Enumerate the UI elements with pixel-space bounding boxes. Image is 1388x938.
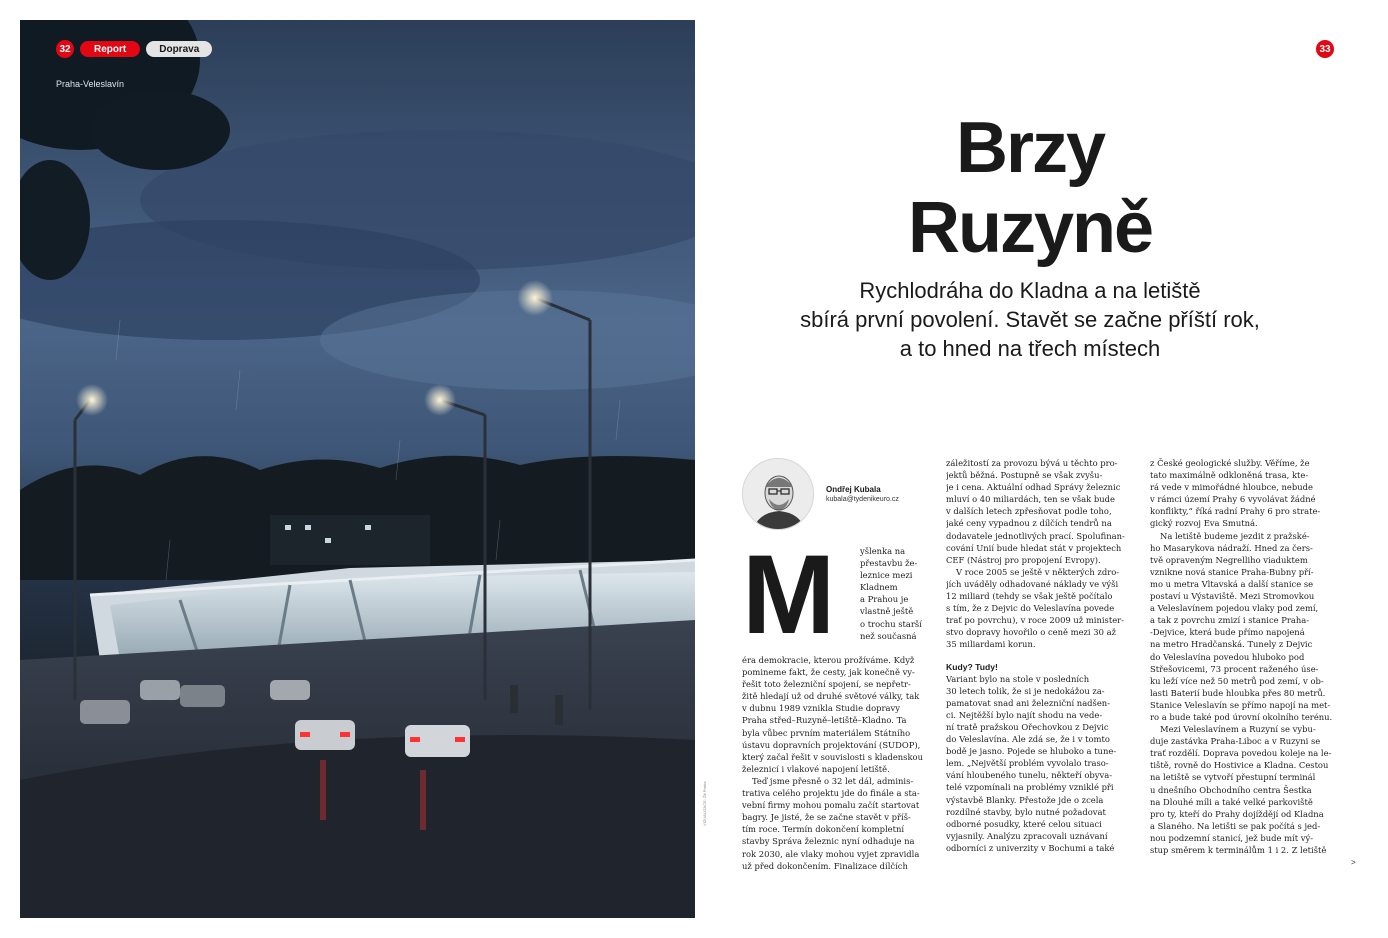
text-line: V roce 2005 se ještě v některých zdro- bbox=[956, 566, 1120, 577]
text-line: bagry. Je jisté, že se začne stavět v příš- bbox=[742, 812, 911, 823]
text-line: odborné posudky, které celou situaci bbox=[946, 818, 1102, 829]
text-line: ústavu dopravních projektování (SUDOP), bbox=[742, 739, 921, 750]
text-line: byla vůbec prvním materiálem Státního bbox=[742, 727, 911, 738]
headline bbox=[860, 108, 1200, 268]
text-line: Praha střed–Ruzyně–letiště–Kladno. Ta bbox=[742, 715, 907, 726]
section-badges bbox=[56, 40, 212, 58]
text-line: v rámci území Prahy 6 vyvolávat žádné bbox=[1150, 494, 1316, 505]
text-line: duje zastávka Praha-Liboc a v Ruzyni se bbox=[1150, 736, 1321, 747]
text-line: železnicí i vlakové napojení letiště. bbox=[742, 763, 890, 774]
text-line: tím roce. Termín dokončení kompletní bbox=[742, 824, 905, 835]
text-line: jích uváděly odhadované náklady ve výši bbox=[946, 578, 1119, 589]
drop-cap: M bbox=[742, 532, 832, 657]
author-portrait-icon bbox=[743, 459, 814, 530]
article-column-1 bbox=[742, 654, 928, 872]
text-line: Kladnem bbox=[860, 582, 898, 593]
text-line: žitě hledají už od druhé světové války, tak bbox=[742, 691, 920, 702]
text-line: Na letiště budeme jezdit z pražské- bbox=[1160, 530, 1310, 541]
text-line: Stanice Veleslavín se přímo napojí na met- bbox=[1150, 699, 1331, 710]
text-line: stvo dopravy hovořilo o ceně mezi 30 až bbox=[946, 627, 1116, 638]
text-line: ku leží více než 50 metrů pod zemí, v ob- bbox=[1150, 675, 1324, 686]
text-line: ní tratě pražskou Ořechovkou z Dejvic bbox=[946, 721, 1109, 732]
station-night-render bbox=[20, 20, 695, 918]
text-line: vyjasnily. Analýzu zpracovali uznávaní bbox=[946, 830, 1108, 841]
text-line: konflikty,“ říká radní Prahy 6 pro strate- bbox=[1150, 506, 1321, 517]
text-line: s tím, že z Dejvic do Veleslavína povede bbox=[946, 603, 1115, 614]
text-line: tato maximálně odkloněná trasa, kte- bbox=[1150, 470, 1309, 481]
hero-photo bbox=[20, 20, 695, 918]
text-line: dodavatele jednotlivých prací. Spolufinan- bbox=[946, 530, 1125, 541]
text-line: trativa celého projektu jde do finále a sta- bbox=[742, 788, 920, 799]
author-name: Ondřej Kubala bbox=[826, 485, 881, 494]
headline-line: Ruzyně bbox=[907, 188, 1153, 268]
text-line: rozdílné stavby, bylo nutné požadovat bbox=[946, 806, 1106, 817]
page-number-right: 33 bbox=[1316, 40, 1334, 58]
continue-arrow-icon[interactable]: > bbox=[1351, 858, 1356, 867]
text-line: 35 miliardami korun. bbox=[946, 639, 1036, 650]
text-line: ho Masarykova nádraží. Hned za čers- bbox=[1150, 542, 1313, 553]
text-line: na Dlouhé míli a také velké parkoviště bbox=[1150, 796, 1313, 807]
subtitle bbox=[760, 276, 1300, 363]
text-line: přestavbu že- bbox=[860, 558, 918, 569]
text-line: tvě opraveným Negrelliho viaduktem bbox=[1150, 554, 1308, 565]
text-line: pro ty, kteří do Prahy dojíždějí od Kladna bbox=[1150, 808, 1324, 819]
text-line: jaké ceny vypadnou z dílčích tendrů na bbox=[946, 518, 1112, 529]
article-column-3 bbox=[1150, 457, 1336, 856]
text-line: o trochu starší bbox=[860, 618, 922, 629]
text-line: v dalších letech zpřesňovat podle toho, bbox=[946, 506, 1112, 517]
text-line: ro a bude také pod úrovní okolního terénu. bbox=[1150, 711, 1333, 722]
text-line: jektů běžná. Postupně se však zvyšu- bbox=[946, 470, 1103, 481]
text-line: CEF (Nástroj pro propojení Evropy). bbox=[946, 554, 1101, 565]
text-line: řešit toto železniční spojení, se nepřetr- bbox=[742, 679, 911, 690]
text-line: záležitostí za provozu bývá u těchto pro- bbox=[946, 458, 1118, 468]
text-line: vání hloubeného tunelu, někteří obyva- bbox=[946, 770, 1113, 781]
text-line: pamatovat snad ani železniční nadšen- bbox=[946, 697, 1111, 708]
text-line: tiště, rovně do Hostivice a Kladna. Cestou bbox=[1150, 760, 1329, 771]
headline-line: Brzy bbox=[955, 108, 1105, 188]
text-line: vlastně ještě bbox=[860, 606, 914, 617]
text-line: éra demokracie, kterou prožíváme. Když bbox=[742, 655, 915, 665]
text-line: -Dejvice, která bude přímo napojená bbox=[1150, 627, 1305, 638]
text-line: než současná bbox=[860, 630, 917, 641]
text-line: v dubnu 1989 vznikla Studie dopravy bbox=[742, 703, 900, 714]
photo-credit: VIZUALIZACE: Žít Praha bbox=[702, 781, 707, 826]
drop-cap-text bbox=[860, 545, 922, 642]
article-column-2 bbox=[946, 457, 1132, 854]
text-line: u dnešního Obchodního centra Šestka bbox=[1150, 784, 1312, 795]
text-line: yšlenka na bbox=[860, 546, 906, 556]
text-line: stavby Správa železnic nyní odhaduje na bbox=[742, 836, 915, 847]
text-line: postaví u Výstaviště. Mezi Stromovkou bbox=[1150, 591, 1315, 602]
subtitle-line: a to hned na třech místech bbox=[899, 336, 1161, 361]
text-line: trať po povrchu), v roce 2009 už minister- bbox=[946, 615, 1125, 626]
text-line: Variant bylo na stole v posledních bbox=[946, 673, 1090, 684]
text-line: na metro Hradčanská. Tunely z Dejvic bbox=[1150, 639, 1313, 650]
text-line: výstavbě Blanky. Přestože jde o zcela bbox=[946, 794, 1104, 805]
location-caption: Praha-Veleslavín bbox=[56, 79, 125, 89]
text-line: je i cena. Aktuální odhad Správy železnic bbox=[946, 482, 1121, 493]
text-line: cování Unií bude hledat stát v projektech bbox=[946, 542, 1122, 553]
text-line: do Veleslavína povedou hluboko pod bbox=[1150, 651, 1305, 662]
text-line: nou podzemní stanicí, jež bude mít vý- bbox=[1150, 832, 1314, 843]
author-avatar bbox=[742, 458, 814, 530]
subtitle-line: sbírá první povolení. Stavět se začne příští rok, bbox=[800, 307, 1260, 332]
report-badge[interactable]: Report bbox=[80, 41, 140, 57]
text-line: leznice mezi bbox=[860, 570, 913, 581]
author-email-link[interactable]: kubala@tydenikeuro.cz bbox=[826, 496, 899, 503]
text-line: lasti Baterií bude hloubka přes 80 metrů. bbox=[1150, 687, 1326, 698]
text-line: 30 letech tolik, že si je nedokážou za- bbox=[946, 685, 1105, 696]
text-line: stup směrem k terminálům 1 i 2. Z letiště bbox=[1150, 845, 1327, 855]
text-line: gický rozvoj Eva Smutná. bbox=[1150, 518, 1258, 529]
text-line: vznikne nová stanice Praha-Bubny pří- bbox=[1150, 566, 1314, 577]
text-line: trať rozdělí. Doprava povedou koleje na le- bbox=[1150, 748, 1332, 759]
section-subheading: Kudy? Tudy! bbox=[946, 661, 998, 672]
category-badge[interactable]: Doprava bbox=[146, 41, 212, 57]
page-number-left: 32 bbox=[56, 40, 74, 58]
text-line: na letiště se vytvoří přestupní terminál bbox=[1150, 772, 1316, 783]
text-line: do Veleslavína. Ale zdá se, že i v tomto bbox=[946, 734, 1110, 745]
text-line: pomineme fakt, že cesty, jak konečně vy- bbox=[742, 667, 915, 678]
text-line: odborníci z univerzity v Bochumi a také bbox=[946, 842, 1115, 853]
text-line: ci. Nejtěžší bylo najít shodu na vede- bbox=[946, 709, 1103, 720]
text-line: a tak z povrchu zmizí i stanice Praha- bbox=[1150, 615, 1310, 626]
text-line: a Slaného. Na letišti se pak počítá s jed- bbox=[1150, 820, 1321, 831]
text-line: a Prahou je bbox=[860, 594, 909, 605]
drop-cap-block bbox=[742, 532, 928, 657]
text-line: 12 miliard (tehdy se však ještě počítalo bbox=[946, 591, 1113, 602]
text-line: bodě je jasno. Pojede se hluboko a tune- bbox=[946, 746, 1117, 757]
text-line: Střešovicemi, 73 procent raženého úse- bbox=[1150, 663, 1319, 674]
subtitle-line: Rychlodráha do Kladna a na letiště bbox=[859, 278, 1201, 303]
text-line: a Veleslavínem pojedou vlaky pod zemí, bbox=[1150, 603, 1319, 614]
text-line: který začal řešit v souvislosti s kladenskou bbox=[742, 751, 923, 762]
text-line: Teď jsme přesně o 32 let dál, adminis- bbox=[752, 775, 914, 786]
text-line: už před dokončením. Finalizace dílčích bbox=[742, 860, 908, 871]
text-line: z České geologické služby. Věříme, že bbox=[1150, 458, 1310, 468]
text-line: lem. „Největší problém vyvolalo traso- bbox=[946, 758, 1109, 769]
text-line: vební firmy mohou pomalu začít startovat bbox=[742, 800, 920, 811]
text-line: rá vede v mimořádné hloubce, nebude bbox=[1150, 482, 1313, 493]
text-line: Mezi Veleslavínem a Ruzyní se vybu- bbox=[1160, 724, 1316, 735]
text-line: mluví o 40 miliardách, ten se však bude bbox=[946, 494, 1115, 505]
text-line: mo u metra Vltavská a další stanice se bbox=[1150, 578, 1314, 589]
text-line: rok 2030, ale vlaky mohou vyjet zpravidla bbox=[742, 848, 920, 859]
text-line: telé vzpomínali na problémy vzniklé při bbox=[946, 782, 1114, 793]
